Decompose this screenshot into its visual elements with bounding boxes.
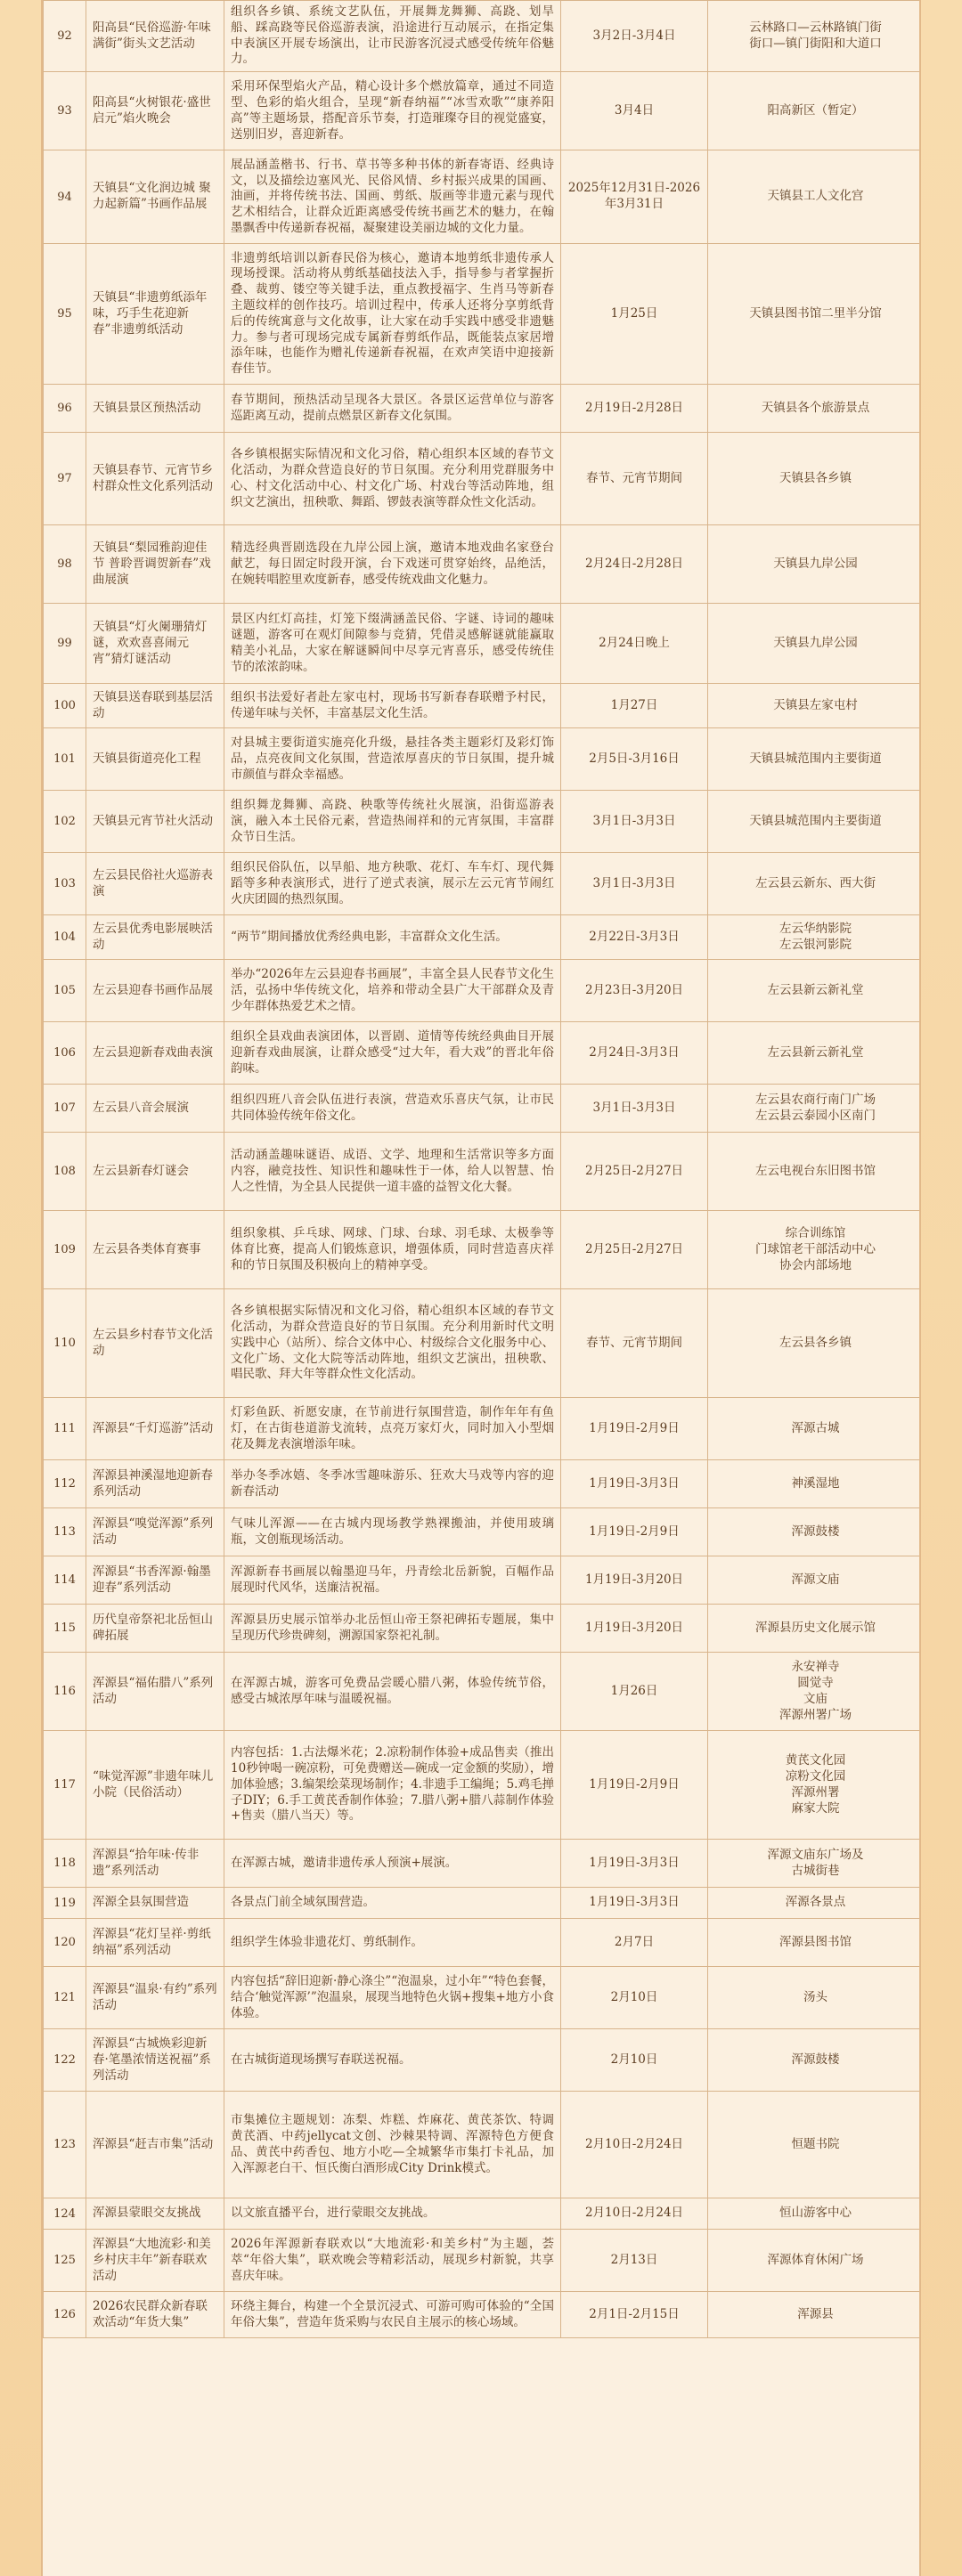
row-number: 121 xyxy=(44,1967,86,2029)
activity-name: 天镇县元宵节社火活动 xyxy=(86,791,224,853)
activity-place xyxy=(708,2092,922,2198)
row-number: 118 xyxy=(44,1840,86,1888)
activity-place xyxy=(708,385,922,433)
activity-place xyxy=(708,1022,922,1085)
row-number: 97 xyxy=(44,433,86,525)
activity-content: 市集摊位主题规划：冻梨、炸糕、炸麻花、黄芪茶饮、特调黄芪酒、中药jellycat文创、沙棘果特调、浑源特色方便食品、黄芪中药香包、地方小吃—全城繁华市集打卡礼品，加入浑源老白干、恒氏衡白酒形成City Drink模式。 xyxy=(224,2092,561,2198)
activity-name: 天镇县街道亮化工程 xyxy=(86,728,224,791)
activity-time: 1月19日-2月9日 xyxy=(561,1731,708,1840)
place-line: 黄芪文化园 xyxy=(785,1753,846,1768)
table-row xyxy=(44,2230,922,2292)
row-number: 116 xyxy=(44,1653,86,1731)
row-number: 120 xyxy=(44,1919,86,1967)
row-number: 92 xyxy=(44,1,86,72)
activity-content: 活动涵盖趣味谜语、成语、文学、地理和生活常识等多方面内容，融竞技性、知识性和趣味性于一体，给人以智慧、怡人之性情，为全县人民提供一道丰盛的益智文化大餐。 xyxy=(224,1133,561,1211)
table-row xyxy=(44,2029,922,2092)
row-number: 95 xyxy=(44,244,86,385)
activity-time: 2月10日-2月24日 xyxy=(561,2198,708,2230)
activity-content: 组织民俗队伍，以旱船、地方秧歌、花灯、车车灯、现代舞蹈等多种表演形式，进行了逆式表演，展示左云元宵节闹红火庆团圆的热烈氛围。 xyxy=(224,853,561,915)
activity-content: 景区内红灯高挂，灯笼下缀满涵盖民俗、字谜、诗词的趣味谜题，游客可在观灯间隙参与竞猜，凭借灵感解谜就能赢取精美小礼品，大家在解谜瞬间中尽享元宵喜乐，感受传统佳节的浓浓韵味。 xyxy=(224,604,561,684)
place-line: 浑源各景点 xyxy=(785,1895,846,1910)
activity-place xyxy=(708,1888,922,1919)
row-number: 112 xyxy=(44,1460,86,1508)
table-row xyxy=(44,960,922,1022)
row-number: 124 xyxy=(44,2198,86,2230)
activity-time: 2月5日-3月16日 xyxy=(561,728,708,791)
place-line: 浑源县图书馆 xyxy=(779,1934,852,1949)
activity-name: 浑源县“花灯呈祥·剪纸纳福”系列活动 xyxy=(86,1919,224,1967)
activity-name: 天镇县“文化润边城 聚力起新篇”书画作品展 xyxy=(86,150,224,244)
place-line: 汤头 xyxy=(803,1989,827,2004)
table-row xyxy=(44,72,922,150)
table-row xyxy=(44,2198,922,2230)
table-row xyxy=(44,853,922,915)
place-line: 左云银河影院 xyxy=(779,937,852,952)
place-line: 恒山游客中心 xyxy=(779,2206,852,2221)
table-row xyxy=(44,1211,922,1289)
place-line: 左云县农商行南门广场 xyxy=(755,1092,876,1107)
activity-place xyxy=(708,1967,922,2029)
activity-table xyxy=(43,0,921,2338)
row-number: 98 xyxy=(44,525,86,604)
activity-place xyxy=(708,525,922,604)
activity-content: 各乡镇根据实际情况和文化习俗，精心组织本区域的春节文化活动，为群众营造良好的节日氛围。充分利用新时代文明实践中心（站所）、综合文体中心、村级综合文化服务中心、文化广场、文化大院等活动阵地，组织文艺演出，扭秧歌、唱民歌、拜大年等群众性文化活动。 xyxy=(224,1289,561,1398)
table-row xyxy=(44,791,922,853)
activity-time: 1月19日-2月9日 xyxy=(561,1398,708,1460)
row-number: 108 xyxy=(44,1133,86,1211)
activity-time: 2月25日-2月27日 xyxy=(561,1133,708,1211)
activity-place xyxy=(708,1,922,72)
activity-name: 浑源县“拾年味·传非遗”系列活动 xyxy=(86,1840,224,1888)
activity-content: 采用环保型焰火产品，精心设计多个燃放篇章，通过不同造型、色彩的焰火组合，呈现“新春纳福”“冰雪欢歌”“康养阳高”等主题场景，搭配音乐节奏，打造璀璨夺目的视觉盛宴，送别旧岁，喜迎新春。 xyxy=(224,72,561,150)
row-number: 102 xyxy=(44,791,86,853)
activity-name: 左云县各类体育赛事 xyxy=(86,1211,224,1289)
activity-name: 天镇县春节、元宵节乡村群众性文化系列活动 xyxy=(86,433,224,525)
activity-time: 1月19日-3月3日 xyxy=(561,1460,708,1508)
row-number: 119 xyxy=(44,1888,86,1919)
activity-time: 3月2日-3月4日 xyxy=(561,1,708,72)
place-line: 浑源县 xyxy=(797,2306,834,2321)
activity-content: 浑源新春书画展以翰墨迎马年，丹青绘北岳新貌，百幅作品展现时代风华，送廉洁祝福。 xyxy=(224,1556,561,1605)
activity-name: 历代皇帝祭祀北岳恒山碑拓展 xyxy=(86,1605,224,1653)
table-row xyxy=(44,684,922,728)
row-number: 103 xyxy=(44,853,86,915)
activity-place xyxy=(708,1556,922,1605)
place-line: 天镇县图书馆二里半分馆 xyxy=(749,305,882,321)
activity-time: 1月26日 xyxy=(561,1653,708,1731)
place-line: 永安禅寺 xyxy=(791,1660,840,1675)
row-number: 99 xyxy=(44,604,86,684)
activity-time: 3月1日-3月3日 xyxy=(561,853,708,915)
place-line: 天镇县各个旅游景点 xyxy=(761,400,870,415)
activity-name: “味觉浑源”非遗年味儿小院（民俗活动） xyxy=(86,1731,224,1840)
activity-place xyxy=(708,1731,922,1840)
activity-time: 1月19日-3月20日 xyxy=(561,1556,708,1605)
activity-time: 2月7日 xyxy=(561,1919,708,1967)
place-line: 神溪湿地 xyxy=(791,1475,840,1491)
row-number: 105 xyxy=(44,960,86,1022)
activity-place xyxy=(708,1840,922,1888)
activity-name: 天镇县“非遗剪纸添年味，巧手生花迎新春”非遗剪纸活动 xyxy=(86,244,224,385)
activity-place xyxy=(708,1919,922,1967)
table-row xyxy=(44,1919,922,1967)
table-row xyxy=(44,728,922,791)
activity-time: 3月1日-3月3日 xyxy=(561,791,708,853)
place-line: 麻家大院 xyxy=(791,1800,840,1816)
activity-name: 左云县迎春书画作品展 xyxy=(86,960,224,1022)
place-line: 天镇县城范围内主要街道 xyxy=(749,751,882,766)
place-line: 天镇县城范围内主要街道 xyxy=(749,813,882,828)
activity-time: 1月25日 xyxy=(561,244,708,385)
activity-time: 2月1日-2月15日 xyxy=(561,2292,708,2338)
table-row xyxy=(44,1133,922,1211)
activity-place xyxy=(708,1605,922,1653)
activity-time: 2月24日-2月28日 xyxy=(561,525,708,604)
activity-name: 左云县乡村春节文化活动 xyxy=(86,1289,224,1398)
table-row xyxy=(44,1,922,72)
table-row xyxy=(44,604,922,684)
activity-place xyxy=(708,1211,922,1289)
place-line: 左云电视台东旧图书馆 xyxy=(755,1163,876,1178)
activity-name: 2026农民群众新春联欢活动“年货大集” xyxy=(86,2292,224,2338)
activity-time: 2月25日-2月27日 xyxy=(561,1211,708,1289)
activity-place xyxy=(708,853,922,915)
place-line: 协会内部场地 xyxy=(779,1257,852,1272)
row-number: 93 xyxy=(44,72,86,150)
activity-place xyxy=(708,915,922,960)
activity-name: 浑源县“温泉·有约”系列活动 xyxy=(86,1967,224,2029)
table-row xyxy=(44,915,922,960)
activity-place xyxy=(708,72,922,150)
activity-content: 组织书法爱好者赴左家屯村，现场书写新春春联赠予村民，传递年味与关怀，丰富基层文化生活。 xyxy=(224,684,561,728)
activity-time: 1月19日-3月20日 xyxy=(561,1605,708,1653)
row-number: 104 xyxy=(44,915,86,960)
table-row xyxy=(44,433,922,525)
place-line: 左云县云泰园小区南门 xyxy=(755,1108,876,1123)
document-frame xyxy=(41,0,921,2576)
activity-content: 各景点门前全域氛围营造。 xyxy=(224,1888,561,1919)
row-number: 101 xyxy=(44,728,86,791)
activity-content: 组织全县戏曲表演团体，以晋剧、道情等传统经典曲目开展迎新春戏曲展演，让群众感受“过大年，看大戏”的晋北年俗韵味。 xyxy=(224,1022,561,1085)
activity-content: 展品涵盖楷书、行书、草书等多种书体的新春寄语、经典诗文，以及描绘边塞风光、民俗风情、乡村振兴成果的国画、油画，并将传统书法、国画、剪纸、版画等非遗元素与现代艺术相结合，让群众近距离感受传统书画艺术的魅力，在翰墨飘香中传递新春祝福，凝聚建设美丽边城的文化力量。 xyxy=(224,150,561,244)
activity-place xyxy=(708,1289,922,1398)
activity-time: 3月4日 xyxy=(561,72,708,150)
activity-name: 阳高县“火树银花·盛世启元”焰火晚会 xyxy=(86,72,224,150)
activity-name: 左云县八音会展演 xyxy=(86,1085,224,1133)
row-number: 107 xyxy=(44,1085,86,1133)
place-line: 浑源文庙东广场及 xyxy=(767,1847,864,1862)
activity-name: 左云县优秀电影展映活动 xyxy=(86,915,224,960)
row-number: 117 xyxy=(44,1731,86,1840)
activity-name: 天镇县景区预热活动 xyxy=(86,385,224,433)
activity-content: 非遗剪纸培训以新春民俗为核心，邀请本地剪纸非遗传承人现场授课。活动将从剪纸基础技法入手，指导参与者掌握折叠、裁剪、镂空等关键手法，重点教授福字、生肖马等新春主题纹样的创作技巧。培训过程中，传承人还将分享剪纸背后的传统寓意与文化故事，让大家在动手实践中感受非遗魅力。参与者可现场完成专属新春剪纸作品，既能装点家居增添年味，也能作为赠礼传递新春祝福，在欢声笑语中迎接新春佳节。 xyxy=(224,244,561,385)
activity-time: 2月23日-3月20日 xyxy=(561,960,708,1022)
table-row xyxy=(44,150,922,244)
row-number: 96 xyxy=(44,385,86,433)
activity-name: 浑源县神溪湿地迎新春系列活动 xyxy=(86,1460,224,1508)
row-number: 113 xyxy=(44,1508,86,1556)
activity-name: 浑源县“嗅觉浑源”系列活动 xyxy=(86,1508,224,1556)
activity-content: 内容包括：1.古法爆米花；2.凉粉制作体验+成品售卖（推出10秒钟喝一碗凉粉，可免费赠送—碗成一定金额的奖励），增加体验感；3.编架绘菜现场制作；4.非遗手工编绳；5.鸡毛掸子DIY；6.手工黄芪香制作体验；7.腊八粥+腊八蒜制作体验+售卖（腊八当天）等。 xyxy=(224,1731,561,1840)
place-line: 浑源县历史文化展示馆 xyxy=(755,1620,876,1635)
activity-content: 组织舞龙舞狮、高跷、秧歌等传统社火展演，沿街巡游表演，融入本土民俗元素，营造热闹祥和的元宵氛围，丰富群众节日生活。 xyxy=(224,791,561,853)
place-line: 天镇县各乡镇 xyxy=(779,470,852,485)
activity-place xyxy=(708,960,922,1022)
activity-name: 天镇县送春联到基层活动 xyxy=(86,684,224,728)
activity-content: 春节期间，预热活动呈现各大景区。各景区运营单位与游客巡距离互动，提前点燃景区新春文化氛围。 xyxy=(224,385,561,433)
activity-place xyxy=(708,604,922,684)
activity-time: 2月10日 xyxy=(561,2029,708,2092)
place-line: 天镇县工人文化宫 xyxy=(767,189,864,204)
row-number: 123 xyxy=(44,2092,86,2198)
row-number: 106 xyxy=(44,1022,86,1085)
table-row xyxy=(44,1289,922,1398)
place-line: 凉粉文化园 xyxy=(785,1768,846,1784)
activity-place xyxy=(708,2292,922,2338)
activity-time: 2月24日晚上 xyxy=(561,604,708,684)
activity-place xyxy=(708,150,922,244)
activity-name: 浑源县蒙眼交友挑战 xyxy=(86,2198,224,2230)
place-line: 文庙 xyxy=(803,1691,827,1706)
row-number: 126 xyxy=(44,2292,86,2338)
activity-place xyxy=(708,2029,922,2092)
place-line: 云林路口—云林路镇门街 xyxy=(749,20,882,35)
place-line: 左云县云新东、西大街 xyxy=(755,875,876,890)
activity-place xyxy=(708,684,922,728)
table-row xyxy=(44,1840,922,1888)
activity-time: 春节、元宵节期间 xyxy=(561,1289,708,1398)
table-row xyxy=(44,1398,922,1460)
activity-time: 春节、元宵节期间 xyxy=(561,433,708,525)
place-line: 天镇县九岸公园 xyxy=(773,556,858,571)
place-line: 街口—镇门街阳和大道口 xyxy=(749,36,882,51)
row-number: 114 xyxy=(44,1556,86,1605)
activity-time: 1月19日-3月3日 xyxy=(561,1840,708,1888)
place-line: 天镇县左家屯村 xyxy=(773,697,858,712)
place-line: 阳高新区（暂定） xyxy=(767,102,864,118)
table-row xyxy=(44,1022,922,1085)
place-line: 综合训练馆 xyxy=(785,1226,846,1241)
row-number: 109 xyxy=(44,1211,86,1289)
activity-place xyxy=(708,2230,922,2292)
table-row xyxy=(44,1508,922,1556)
activity-name: 左云县民俗社火巡游表演 xyxy=(86,853,224,915)
activity-place xyxy=(708,433,922,525)
place-line: 圆觉寺 xyxy=(797,1675,834,1690)
activity-time: 2月24日-3月3日 xyxy=(561,1022,708,1085)
table-row xyxy=(44,2292,922,2338)
activity-name: 左云县迎新春戏曲表演 xyxy=(86,1022,224,1085)
place-line: 浑源鼓楼 xyxy=(791,1524,840,1539)
activity-place xyxy=(708,1085,922,1133)
table-row xyxy=(44,1460,922,1508)
activity-name: 阳高县“民俗巡游·年味满街”街头文艺活动 xyxy=(86,1,224,72)
activity-place xyxy=(708,244,922,385)
activity-name: 左云县新春灯谜会 xyxy=(86,1133,224,1211)
activity-content: 各乡镇根据实际情况和文化习俗，精心组织本区域的春节文化活动，为群众营造良好的节日氛围。充分利用党群服务中心、村文化活动中心、村文化广场、村戏台等活动阵地，组织文艺演出，扭秧歌、舞蹈、锣鼓表演等群众性文化活动。 xyxy=(224,433,561,525)
activity-content: 气味儿浑源——在古城内现场教学熟裸搬油，并使用玻璃瓶，文创瓶现场活动。 xyxy=(224,1508,561,1556)
activity-content: 在古城街道现场撰写春联送祝福。 xyxy=(224,2029,561,2092)
place-line: 浑源州署广场 xyxy=(779,1707,852,1722)
activity-time: 2月22日-3月3日 xyxy=(561,915,708,960)
place-line: 天镇县九岸公园 xyxy=(773,635,858,650)
activity-content: 环绕主舞台，构建一个全景沉浸式、可游可购可体验的“全国年俗大集”，营造年货采购与农民自主展示的核心场域。 xyxy=(224,2292,561,2338)
activity-place xyxy=(708,2198,922,2230)
table-row xyxy=(44,2092,922,2198)
activity-content: 组织四班八音会队伍进行表演，营造欢乐喜庆气氛，让市民共同体验传统年俗文化。 xyxy=(224,1085,561,1133)
row-number: 111 xyxy=(44,1398,86,1460)
activity-content: 内容包括“辞旧迎新·静心涤尘”“泡温泉，过小年”“特色套餐，结合‘触觉浑源’”泡温泉，展现当地特色火锅+搜集+地方小食体验。 xyxy=(224,1967,561,2029)
table-row xyxy=(44,1605,922,1653)
activity-time: 3月1日-3月3日 xyxy=(561,1085,708,1133)
table-row xyxy=(44,1556,922,1605)
activity-time: 1月27日 xyxy=(561,684,708,728)
table-row xyxy=(44,1653,922,1731)
row-number: 94 xyxy=(44,150,86,244)
activity-content: 精选经典晋剧选段在九岸公园上演，邀请本地戏曲名家登台献艺，每日固定时段开演，台下戏迷可贯穿始终，品绝活，在婉转唱腔里欢度新春，感受传统戏曲文化魅力。 xyxy=(224,525,561,604)
table-row xyxy=(44,1967,922,2029)
activity-content: 在浑源古城，邀请非遗传承人预演+展演。 xyxy=(224,1840,561,1888)
activity-name: 浑源县“大地流彩·和美乡村庆丰年”新春联欢活动 xyxy=(86,2230,224,2292)
activity-content: 以文旅直播平台，进行蒙眼交友挑战。 xyxy=(224,2198,561,2230)
activity-time: 2025年12月31日-2026年3月31日 xyxy=(561,150,708,244)
place-line: 左云县新云新礼堂 xyxy=(767,982,864,997)
activity-name: 浑源县“书香浑源·翰墨迎春”系列活动 xyxy=(86,1556,224,1605)
row-number: 115 xyxy=(44,1605,86,1653)
activity-time: 2月13日 xyxy=(561,2230,708,2292)
activity-place xyxy=(708,1460,922,1508)
activity-time: 2月19日-2月28日 xyxy=(561,385,708,433)
table-row xyxy=(44,244,922,385)
activity-table-body xyxy=(44,1,922,2338)
activity-time: 1月19日-2月9日 xyxy=(561,1508,708,1556)
activity-time: 2月10日 xyxy=(561,1967,708,2029)
activity-content: 组织各乡镇、系统文艺队伍，开展舞龙舞狮、高跷、划旱船、踩高跷等民俗巡游表演，沿途进行互动展示，在指定集中表演区开展专场演出，让市民游客沉浸式感受传统年俗魅力。 xyxy=(224,1,561,72)
activity-place xyxy=(708,791,922,853)
row-number: 122 xyxy=(44,2029,86,2092)
place-line: 浑源州署 xyxy=(791,1784,840,1800)
activity-content: “两节”期间播放优秀经典电影，丰富群众文化生活。 xyxy=(224,915,561,960)
activity-content: 在浑源古城，游客可免费品尝暖心腊八粥，体验传统节俗，感受古城浓厚年味与温暖祝福。 xyxy=(224,1653,561,1731)
activity-content: 举办“2026年左云县迎春书画展”，丰富全县人民春节文化生活，弘扬中华传统文化，培养和带动全县广大干部群众及青少年群体热爱艺术之情。 xyxy=(224,960,561,1022)
activity-place xyxy=(708,1653,922,1731)
place-line: 浑源体育休闲广场 xyxy=(767,2252,864,2267)
place-line: 浑源鼓楼 xyxy=(791,2052,840,2067)
place-line: 左云华纳影院 xyxy=(779,921,852,936)
activity-content: 组织象棋、乒乓球、网球、门球、台球、羽毛球、太极拳等体育比赛，提高人们锻炼意识，增强体质，同时营造喜庆祥和的节日氛围及积极向上的精神享受。 xyxy=(224,1211,561,1289)
place-line: 左云县各乡镇 xyxy=(779,1335,852,1350)
table-row xyxy=(44,1731,922,1840)
activity-name: 浑源县“千灯巡游”活动 xyxy=(86,1398,224,1460)
row-number: 125 xyxy=(44,2230,86,2292)
place-line: 恒题书院 xyxy=(791,2136,840,2151)
activity-place xyxy=(708,1508,922,1556)
activity-name: 浑源全县氛围营造 xyxy=(86,1888,224,1919)
table-row xyxy=(44,1085,922,1133)
table-row xyxy=(44,385,922,433)
place-line: 浑源文庙 xyxy=(791,1572,840,1587)
activity-content: 2026年浑源新春联欢以“大地流彩·和美乡村”为主题，荟萃“年俗大集”，联欢晚会等精彩活动，展现乡村新貌，共享喜庆年味。 xyxy=(224,2230,561,2292)
place-line: 浑源古城 xyxy=(791,1420,840,1435)
place-line: 门球馆老干部活动中心 xyxy=(755,1241,876,1256)
activity-place xyxy=(708,728,922,791)
activity-name: 浑源县“福佑腊八”系列活动 xyxy=(86,1653,224,1731)
activity-content: 举办冬季冰嬉、冬季冰雪趣味游乐、狂欢大马戏等内容的迎新春活动 xyxy=(224,1460,561,1508)
activity-content: 组织学生体验非遗花灯、剪纸制作。 xyxy=(224,1919,561,1967)
place-line: 古城街巷 xyxy=(791,1863,840,1878)
activity-name: 天镇县“梨园雅韵迎佳节 普聆晋调贺新春”戏曲展演 xyxy=(86,525,224,604)
row-number: 100 xyxy=(44,684,86,728)
activity-time: 1月19日-3月3日 xyxy=(561,1888,708,1919)
activity-name: 浑源县“赶吉市集”活动 xyxy=(86,2092,224,2198)
place-line: 左云县新云新礼堂 xyxy=(767,1044,864,1060)
activity-content: 对县城主要街道实施亮化升级，悬挂各类主题彩灯及彩灯饰品，点亮夜间文化氛围，营造浓厚喜庆的节日氛围，提升城市颜值与群众幸福感。 xyxy=(224,728,561,791)
table-row xyxy=(44,525,922,604)
activity-place xyxy=(708,1133,922,1211)
activity-name: 天镇县“灯火阑珊猜灯谜，欢欢喜喜闹元宵”猜灯谜活动 xyxy=(86,604,224,684)
activity-place xyxy=(708,1398,922,1460)
row-number: 110 xyxy=(44,1289,86,1398)
activity-name: 浑源县“古城焕彩迎新春·笔墨浓情送祝福”系列活动 xyxy=(86,2029,224,2092)
table-row xyxy=(44,1888,922,1919)
activity-content: 灯彩鱼跃、祈愿安康，在节前进行氛围营造，制作年年有鱼灯，在古街巷道游戈流转，点亮万家灯火，同时加入小型烟花及舞龙表演增添年味。 xyxy=(224,1398,561,1460)
activity-content: 浑源县历史展示馆举办北岳恒山帝王祭祀碑拓专题展，集中呈现历代珍贵碑刻，溯源国家祭祀礼制。 xyxy=(224,1605,561,1653)
activity-time: 2月10日-2月24日 xyxy=(561,2092,708,2198)
